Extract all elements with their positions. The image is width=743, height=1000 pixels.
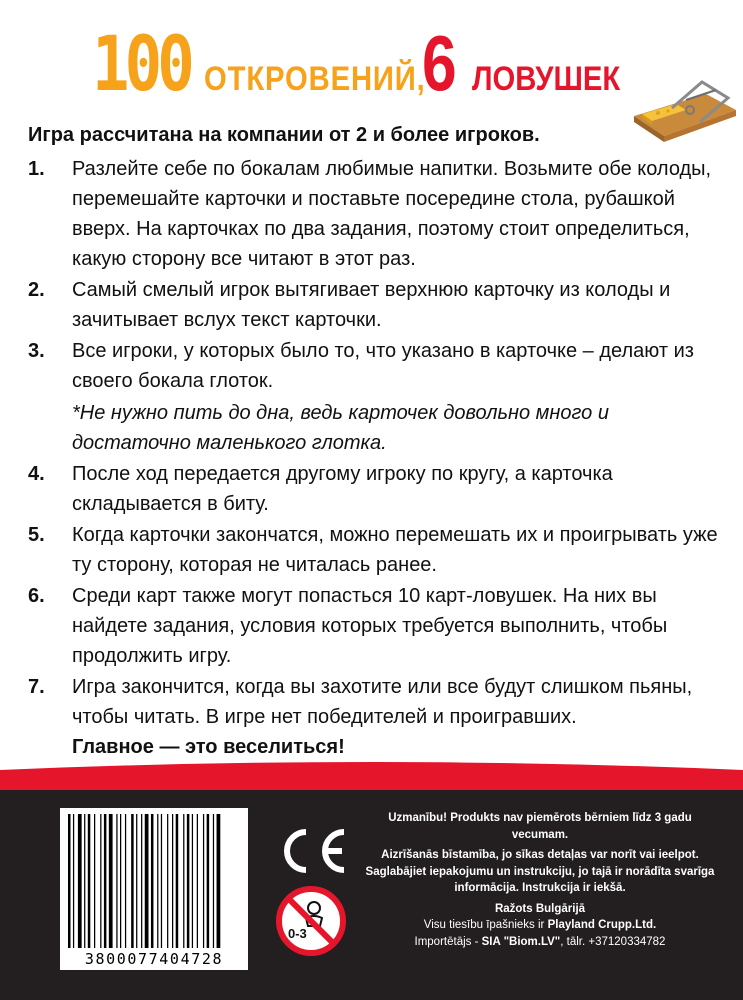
- rule-number: 6.: [28, 585, 45, 607]
- rule-item: [28, 336, 728, 458]
- legal-importer: Importētājs - SIA "Biom.LV", tālr. +37120334782: [414, 935, 666, 948]
- rule-text: Когда карточки закончатся, можно перемешать их и проигрывать уже ту сторону, которая не читалась ранее.: [72, 524, 718, 576]
- barcode-bar: [73, 814, 74, 948]
- rule-number: 1.: [28, 158, 45, 180]
- headline-number-6: 6: [422, 19, 457, 107]
- barcode-bar: [157, 814, 158, 948]
- rule-item: [28, 275, 728, 335]
- barcode-bar: [161, 814, 162, 948]
- rule-text: После ход передается другому игроку по кругу, а карточка складывается в биту.: [72, 463, 613, 515]
- barcode-bar: [192, 814, 193, 948]
- rule-text: Разлейте себе по бокалам любимые напитки. Возьмите обе колоды, перемешайте карточки и поставьте посередине стола, рубашкой вверх. На карточках по два задания, поэтому стоит определиться, какую сторону все читают в этот раз.: [72, 158, 712, 270]
- headline: [92, 18, 644, 118]
- barcode-bar: [78, 814, 82, 948]
- rule-text: Среди карт также могут попасться 10 карт-ловушек. На них вы найдете задания, условия которых требуется выполнить, чтобы продолжить игру.: [72, 585, 668, 667]
- barcode-bar: [172, 814, 173, 948]
- barcode-bar: [100, 814, 101, 948]
- barcode-bar: [88, 814, 91, 948]
- ce-mark-text: CE: [312, 875, 314, 876]
- barcode-bar: [145, 814, 149, 948]
- barcode-bar: [68, 814, 71, 948]
- rule-number: 4.: [28, 463, 45, 485]
- rule-number: 7.: [28, 676, 45, 698]
- rule-text-group: [72, 336, 728, 458]
- age-warning-label: 0-3: [288, 926, 307, 941]
- rules-intro: Игра рассчитана на компании от 2 и более игроков.: [28, 124, 540, 146]
- legal-rights-owner: Playland Crupp.Ltd.: [547, 919, 657, 931]
- ce-mark-icon: [272, 826, 352, 876]
- barcode-bars: [60, 808, 248, 950]
- rule-text: Все игроки, у которых было то, что указано в карточке – делают из своего бокала глоток.: [72, 340, 694, 392]
- red-wave-divider: [0, 760, 743, 794]
- rules-closing-line: Главное — это веселиться!: [72, 736, 345, 758]
- rule-text: Игра закончится, когда вы захотите или все будут слишком пьяны, чтобы читать. В игре нет победителей и проигравших.: [72, 676, 693, 728]
- barcode-bar: [151, 814, 154, 948]
- barcode-bar: [136, 814, 137, 948]
- barcode-bar: [104, 814, 107, 948]
- barcode-bar: [207, 814, 210, 948]
- legal-rights: Visu tiesību īpašnieks ir Playland Crupp.Ltd.: [423, 919, 657, 931]
- headline-number-100: 100: [92, 19, 190, 108]
- rule-note: *Не нужно пить до дна, ведь карточек довольно много и достаточно маленького глотка.: [72, 402, 609, 454]
- legal-keep-instructions: Saglabājiet iepakojumu un instrukciju, jo tajā ir norādīta svarīga informācija. Instrukcija ir iekšā.: [365, 865, 715, 894]
- legal-warning-children: Uzmanību! Produkts nav piemērots bērniem līdz 3 gadu vecumam.: [388, 812, 692, 841]
- legal-made-in: Ražots Bulgārijā: [494, 902, 586, 915]
- headline-word-revelations: ОТКРОВЕНИЙ,: [204, 60, 426, 98]
- barcode-bar: [141, 814, 142, 948]
- barcode-bar: [116, 814, 117, 948]
- rule-item: [28, 459, 728, 519]
- rule-number: 2.: [28, 279, 45, 301]
- barcode: [60, 808, 248, 970]
- rule-item: [28, 520, 728, 580]
- headline-word-traps: ЛОВУШЕК: [472, 60, 621, 98]
- barcode-bar: [187, 814, 190, 948]
- barcode-bar: [131, 814, 134, 948]
- rule-number: 3.: [28, 340, 45, 362]
- barcode-bar: [84, 814, 85, 948]
- rule-number: 5.: [28, 524, 45, 546]
- rule-item: [28, 672, 728, 762]
- barcode-bar: [176, 814, 179, 948]
- barcode-bar: [94, 814, 95, 948]
- barcode-number: 3800077404728: [64, 950, 244, 968]
- rule-text-group: [72, 672, 728, 762]
- rule-item: [28, 581, 728, 671]
- barcode-bar: [120, 814, 121, 948]
- rules-section: [28, 120, 728, 763]
- rule-item: [28, 154, 728, 274]
- barcode-bar: [203, 814, 204, 948]
- barcode-bar: [109, 814, 113, 948]
- legal-importer-name: SIA "Biom.LV": [481, 935, 561, 948]
- barcode-bar: [217, 814, 221, 948]
- barcode-bar: [183, 814, 184, 948]
- rule-text: Самый смелый игрок вытягивает верхнюю карточку из колоды и зачитывает вслух текст карточки.: [72, 279, 671, 331]
- barcode-bar: [167, 814, 168, 948]
- barcode-bar: [197, 814, 198, 948]
- barcode-bar: [125, 814, 126, 948]
- legal-warning-choking: Aizrīšanās bīstamība, jo sīkas detaļas var norīt vai ieelpot.: [381, 849, 699, 861]
- not-for-children-icon: [276, 886, 346, 956]
- barcode-bar: [213, 814, 214, 948]
- legal-text: [360, 810, 720, 950]
